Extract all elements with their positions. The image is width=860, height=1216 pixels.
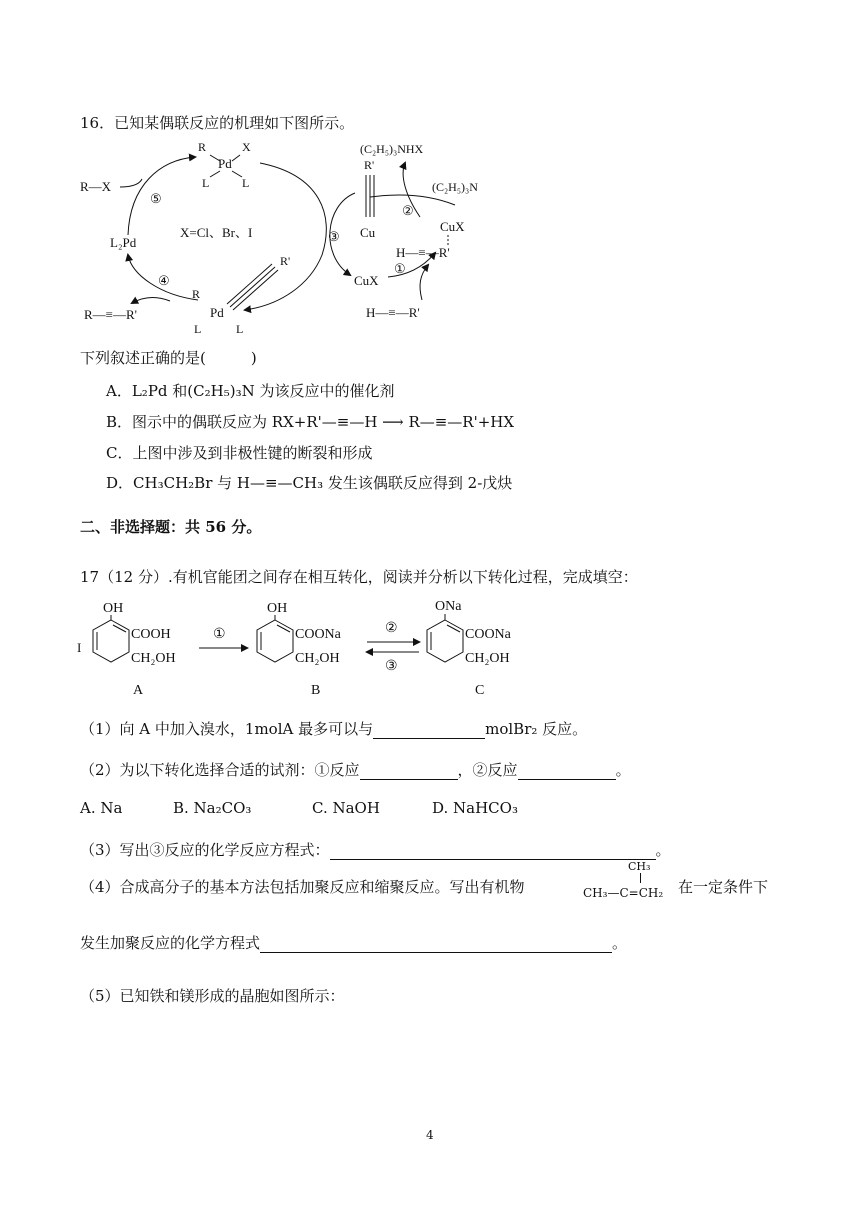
part2-blank-2[interactable] [518,763,616,780]
l2pd: L₂Pd [110,235,137,250]
isobutene-structure: CH₃—C=CH₂ [583,886,664,900]
step3-label: ③ [328,229,340,244]
option-text: 上图中涉及到非极性键的断裂和形成 [132,444,373,462]
q17-part2 [80,759,631,780]
step2-label: ② [402,203,414,218]
q16-prompt: 下列叙述正确的是( ) [80,349,257,367]
b-coona: COONa [295,627,341,642]
q17-reaction-scheme [75,592,545,702]
pd-top-r: R [198,140,207,154]
c-ona: ONa [435,599,462,614]
option-letter: B． [106,413,133,431]
pd-top-l1: L [202,176,210,190]
q17-part1 [80,718,587,739]
q16-mechanism-diagram [70,135,530,335]
nhx-salt: (C₂H₅)₃NHX [360,142,424,156]
part3-end: 。 [655,841,671,859]
part4-end: 。 [612,934,628,952]
h-alkyne-top: H—≡—R' [396,245,450,260]
reagent-choice-d: D. NaHCO₃ [432,799,518,817]
h-alkyne-bottom: H—≡—R' [366,305,420,320]
scheme-step3: ③ [385,659,398,674]
part2-blank-1[interactable] [360,763,458,780]
option-letter: C． [106,444,133,462]
q16-stem: 16．已知某偶联反应的机理如下图所示。 [80,114,355,132]
net3-base: (C₂H₅)₃N [432,180,478,194]
b-oh: OH [267,601,288,616]
product-r-alkyne: R—≡—R' [84,307,138,322]
part1-answer-blank[interactable] [373,722,485,739]
option-text: CH₃CH₂Br 与 H—≡—CH₃ 发生该偶联反应得到 2-戊炔 [133,474,513,492]
b-ch2oh: CH₂OH [295,651,340,666]
option-letter: D． [106,474,134,492]
q16-option-b [106,411,514,432]
option-text: L₂Pd 和(C₂H₅)₃N 为该反应中的催化剂 [131,382,395,400]
x-definition: X=Cl、Br、I [180,225,253,240]
step5-label: ⑤ [150,191,162,206]
option-letter: A． [106,382,132,400]
reagent-choice-a: A. Na [80,799,123,817]
cu-label: Cu [360,225,376,240]
pd-bot-rp: R' [280,254,291,268]
part4-answer-blank[interactable] [260,936,612,953]
a-oh: OH [103,601,124,616]
scheme-step2: ② [385,621,398,636]
rx-reagent: R—X [80,179,112,194]
pd-bot-pd: Pd [210,305,224,320]
section-heading: 二、非选择题：共 56 分。 [80,518,262,536]
c-label: C [475,683,485,698]
part1-end: molBr₂ 反应。 [485,720,588,738]
part2-text-b: ，②反应 [457,761,518,779]
part2-text-a: （2）为以下转化选择合适的试剂：①反应 [80,761,360,779]
pd-top-x: X [242,140,251,154]
cu-rp: R' [364,158,375,172]
c-benzene-ring [427,620,463,662]
a-cooh: COOH [131,627,171,642]
b-label: B [311,683,321,698]
step4-label: ④ [158,273,170,288]
reagent-choice-b: B. Na₂CO₃ [173,799,252,817]
a-ch2oh: CH₂OH [131,651,176,666]
part3-text: （3）写出③反应的化学反应方程式： [80,841,330,859]
c-ch2oh: CH₂OH [465,651,510,666]
option-text: 图示中的偶联反应为 RX+R'—≡—H ⟶ R—≡—R'+HX [132,413,515,431]
part1-text: （1）向 A 中加入溴水，1molA 最多可以与 [80,720,374,738]
a-label: A [133,683,144,698]
q17-part3 [80,839,671,860]
cux-left: CuX [354,273,379,288]
q16-option-d [106,472,512,493]
isobutene-ch3-top: CH₃ [628,860,651,873]
q16-option-a [106,380,394,401]
cux-right: CuX [440,219,465,234]
reagent-choice-c: C. NaOH [312,799,380,817]
c-coona: COONa [465,627,511,642]
part2-end: 。 [615,761,631,779]
q17-part5: （5）已知铁和镁形成的晶胞如图所示： [80,987,345,1005]
step1-label: ① [394,261,406,276]
isobutene-bond [640,873,641,883]
scheme-step1: ① [213,627,226,642]
q17-part4-a: （4）合成高分子的基本方法包括加聚反应和缩聚反应。写出有机物 [80,878,525,896]
a-benzene-ring [93,620,129,662]
q17-part4-b: 在一定条件下 [678,878,769,896]
pd-bot-l2: L [236,322,244,335]
q17-part4-line2 [80,932,627,953]
b-benzene-ring [257,620,293,662]
part4-line2-text: 发生加聚反应的化学方程式 [80,934,261,952]
a-iodo: I [77,640,82,655]
pd-top-l2: L [242,176,250,190]
part3-answer-blank[interactable] [330,843,656,860]
page-number: 4 [426,1128,434,1142]
q16-option-c [106,442,373,463]
pd-bot-r: R [192,287,201,301]
pd-top-pd: Pd [218,156,232,171]
q17-stem: 17（12 分）.有机官能团之间存在相互转化，阅读并分析以下转化过程，完成填空： [80,568,638,586]
pd-bot-l1: L [194,322,202,335]
